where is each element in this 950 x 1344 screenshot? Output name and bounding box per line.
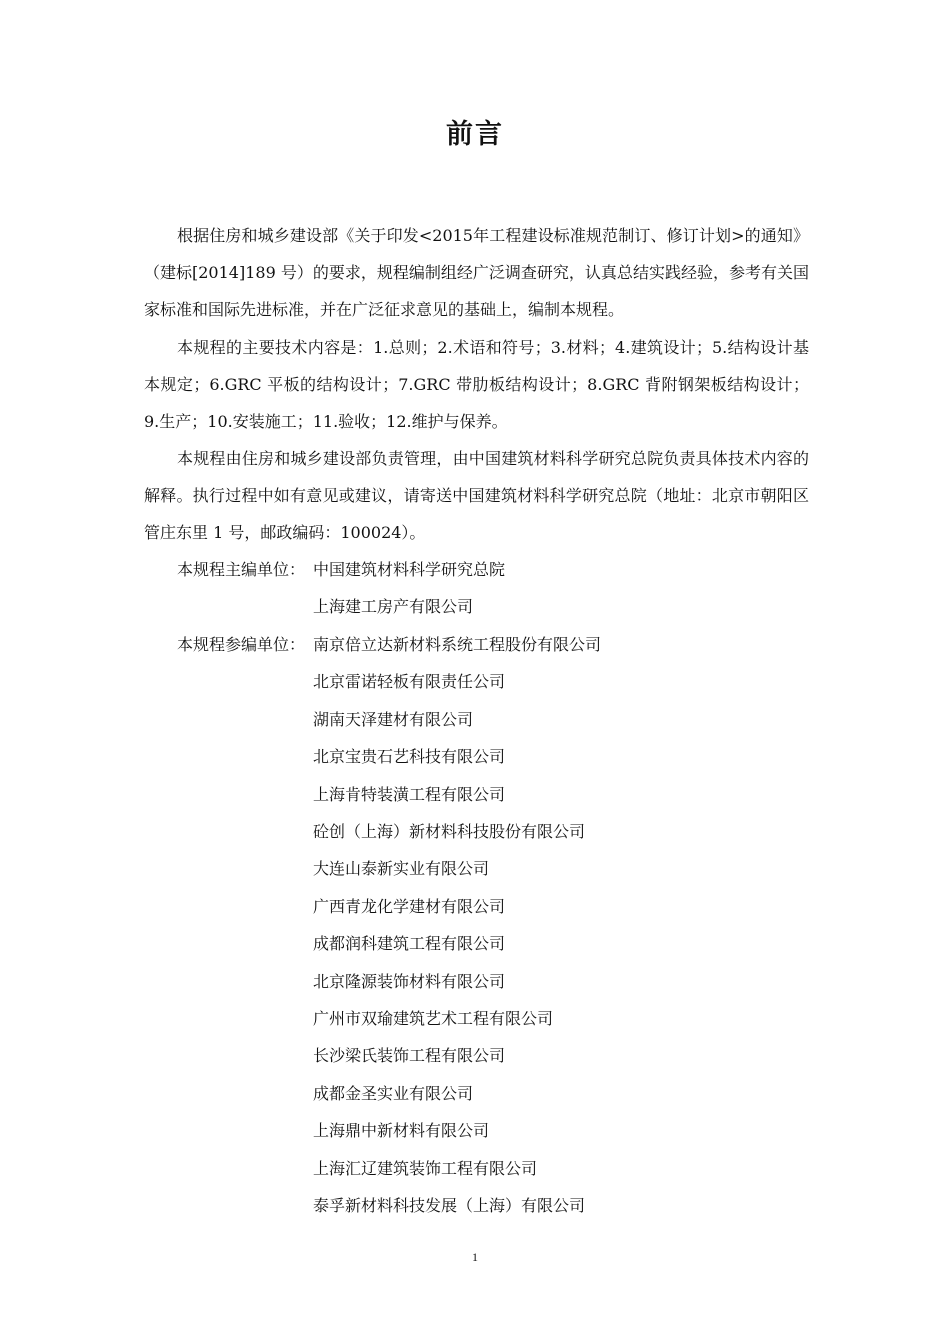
chief-units-label: 本规程主编单位： [177,560,306,579]
page-number: 1 [472,1250,478,1264]
paragraph-management: 本规程由住房和城乡建设部负责管理，由中国建筑材料科学研究总院负责具体技术内容的解释。执行过程中如有意见或建议，请寄送中国建筑材料科学研究总院（地址：北京市朝阳区管庄东里 1 号，邮政编码：100024）。 [144,449,809,542]
list-item: 北京雷诺轻板有限责任公司 [313,672,506,692]
list-item: 上海建工房产有限公司 [313,597,474,617]
list-item: 广西青龙化学建材有限公司 [313,896,506,916]
list-item: 上海汇辽建筑装饰工程有限公司 [313,1158,538,1178]
list-item: 湖南天泽建材有限公司 [313,709,474,729]
list-item: 泰孚新材料科技发展（上海）有限公司 [313,1196,586,1216]
chief-units-list [313,551,505,626]
participating-units-list [313,626,601,1225]
list-item: 北京宝贵石艺科技有限公司 [313,747,506,767]
list-item: 北京隆源装饰材料有限公司 [313,971,506,991]
paragraph-main-content: 本规程的主要技术内容是：1.总则；2.术语和符号；3.材料；4.建筑设计；5.结构设计基本规定；6.GRC 平板的结构设计；7.GRC 带肋板结构设计；8.GRC 背附钢架板结构设计；9.生产；10.安装施工；11.验收；12.维护与保养。 [144,338,809,431]
list-item: 长沙梁氏装饰工程有限公司 [313,1046,506,1066]
list-item: 上海肯特装潢工程有限公司 [313,784,506,804]
list-item: 南京倍立达新材料系统工程股份有限公司 [313,635,602,654]
list-item: 上海鼎中新材料有限公司 [313,1121,490,1141]
participating-units-label: 本规程参编单位： [177,635,306,654]
list-item: 成都润科建筑工程有限公司 [313,934,506,954]
list-item: 成都金圣实业有限公司 [313,1083,474,1103]
page-title: 前言 [446,119,504,150]
list-item: 大连山泰新实业有限公司 [313,859,490,879]
list-item: 砼创（上海）新材料科技股份有限公司 [313,822,586,842]
list-item: 中国建筑材料科学研究总院 [313,560,506,579]
paragraph-basis: 根据住房和城乡建设部《关于印发<2015年工程建设标准规范制订、修订计划>的通知》（建标[2014]189 号）的要求，规程编制组经广泛调查研究，认真总结实践经验，参考有关国家标准和国际先进标准，并在广泛征求意见的基础上，编制本规程。 [144,226,809,319]
list-item: 广州市双瑜建筑艺术工程有限公司 [313,1009,554,1029]
